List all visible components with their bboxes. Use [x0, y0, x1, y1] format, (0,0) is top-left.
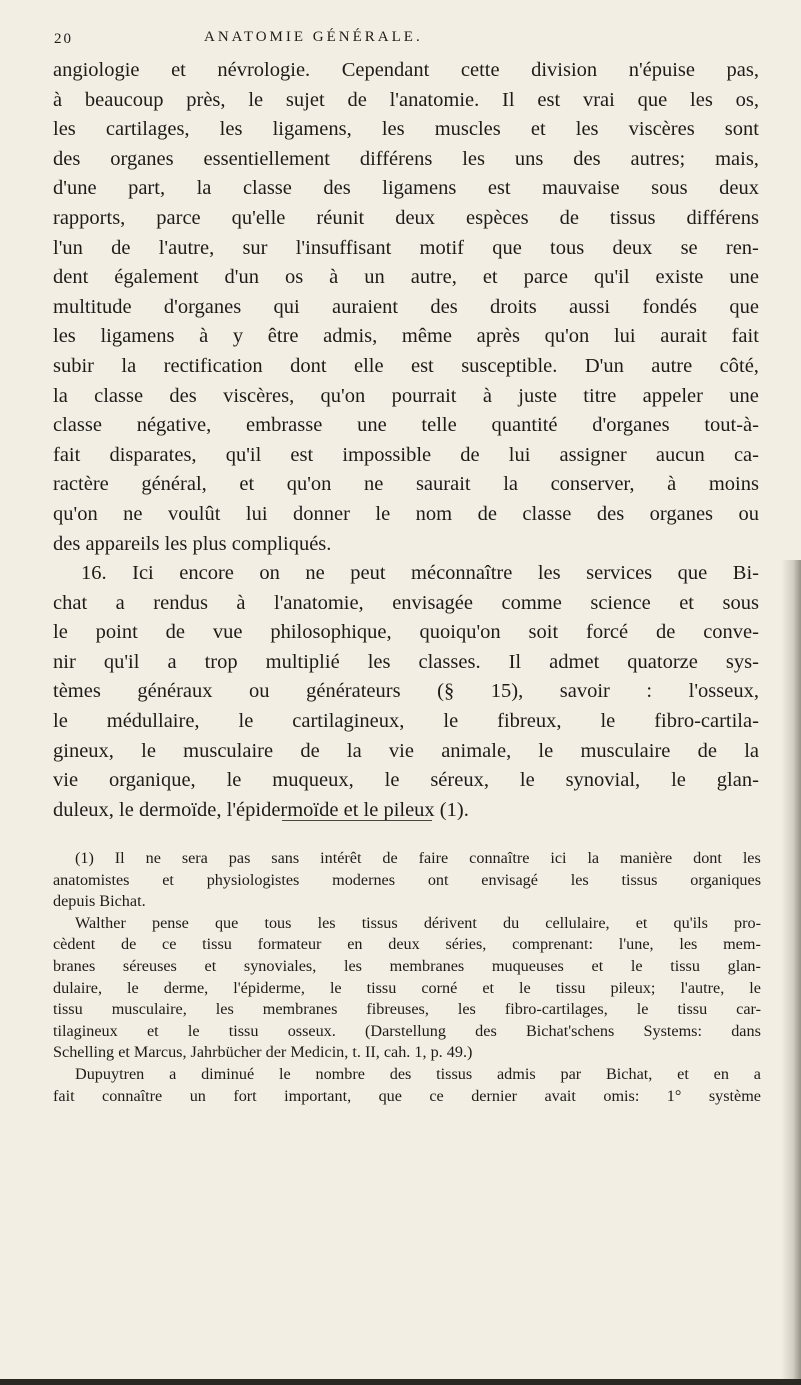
- text-line: des organes essentiellement différens les uns des autres; mais,: [53, 147, 759, 170]
- footnote-line: tissu musculaire, les membranes fibreuses, les fibro-cartilages, le tissu car-: [53, 1000, 761, 1019]
- main-text: [53, 56, 759, 825]
- footnote-line: branes séreuses et synoviales, les membranes muqueuses et le tissu glan-: [53, 956, 761, 975]
- text-line: classe négative, embrasse une telle quantité d'organes tout-à-: [53, 414, 759, 437]
- text-line: à beaucoup près, le sujet de l'anatomie. Il est vrai que les os,: [53, 88, 759, 111]
- footnote-line: (1) Il ne sera pas sans intérêt de faire connaître ici la manière dont les: [75, 849, 761, 867]
- page-number: 20: [54, 31, 73, 47]
- text-line: ractère général, et qu'on ne saurait la conserver, à moins: [53, 473, 759, 496]
- footnote-line: Dupuytren a diminué le nombre des tissus admis par Bichat, et en a: [75, 1064, 761, 1083]
- text-line: les ligamens à y être admis, même après qu'on lui aurait fait: [53, 325, 759, 348]
- text-line: d'une part, la classe des ligamens est mauvaise sous deux: [53, 177, 759, 200]
- page-bottom-edge: [0, 1379, 801, 1385]
- text-line: des appareils les plus compliqués.: [53, 532, 332, 555]
- text-line: la classe des viscères, qu'on pourrait à juste titre appeler une: [53, 384, 759, 407]
- text-line: gineux, le musculaire de la vie animale, le musculaire de la: [53, 739, 759, 762]
- footnote-line: Schelling et Marcus, Jahrbücher der Medicin, t. II, cah. 1, p. 49.): [53, 1043, 473, 1062]
- text-line: tèmes généraux ou générateurs (§ 15), savoir : l'osseux,: [53, 680, 759, 703]
- text-line: l'un de l'autre, sur l'insuffisant motif que tous deux se ren-: [53, 236, 759, 259]
- text-line: le médullaire, le cartilagineux, le fibreux, le fibro-cartila-: [53, 710, 759, 733]
- footnote-line: fait connaître un fort important, que ce dernier avait omis: 1° système: [53, 1086, 761, 1105]
- text-line: rapports, parce qu'elle réunit deux espèces de tissus différens: [53, 206, 759, 229]
- text-line: multitude d'organes qui auraient des droits aussi fondés que: [53, 295, 759, 318]
- text-line: le point de vue philosophique, quoiqu'on soit forcé de conve-: [53, 621, 759, 644]
- text-line: nir qu'il a trop multiplié les classes. Il admet quatorze sys-: [53, 650, 759, 673]
- text-line: chat a rendus à l'anatomie, envisagée comme science et sous: [53, 591, 759, 614]
- footnote-line: anatomistes et physiologistes modernes ont envisagé les tissus organiques: [53, 870, 761, 889]
- footnote-separator: [282, 820, 432, 821]
- page-edge-shadow: [781, 560, 801, 1385]
- text-line: subir la rectification dont elle est susceptible. D'un autre côté,: [53, 354, 759, 377]
- footnote-line: tilagineux et le tissu osseux. (Darstellung des Bichat'schens Systems: dans: [53, 1021, 761, 1040]
- text-line: vie organique, le muqueux, le séreux, le synovial, le glan-: [53, 769, 759, 792]
- text-line: qu'on ne voulût lui donner le nom de classe des organes ou: [53, 502, 759, 525]
- text-line: fait disparates, qu'il est impossible de lui assigner aucun ca-: [53, 443, 759, 466]
- footnote-line: depuis Bichat.: [53, 892, 146, 911]
- text-line: les cartilages, les ligamens, les muscles et les viscères sont: [53, 118, 759, 141]
- footnote-line: dulaire, le derme, l'épiderme, le tissu corné et le tissu pileux; l'autre, le: [53, 978, 761, 997]
- footnote-line: cèdent de ce tissu formateur en deux séries, comprenant: l'une, les mem-: [53, 935, 761, 954]
- running-header: [54, 26, 754, 56]
- text-line: 16. Ici encore on ne peut méconnaître les services que Bi-: [81, 562, 759, 585]
- text-line: duleux, le dermoïde, l'épidermoïde et le pileux (1).: [53, 798, 469, 821]
- running-title: ANATOMIE GÉNÉRALE.: [204, 29, 423, 45]
- text-line: dent également d'un os à un autre, et parce qu'il existe une: [53, 266, 759, 289]
- footnote-line: Walther pense que tous les tissus dérivent du cellulaire, et qu'ils pro-: [75, 913, 761, 932]
- text-line: angiologie et névrologie. Cependant cette division n'épuise pas,: [53, 59, 759, 81]
- footnotes: [53, 848, 761, 1107]
